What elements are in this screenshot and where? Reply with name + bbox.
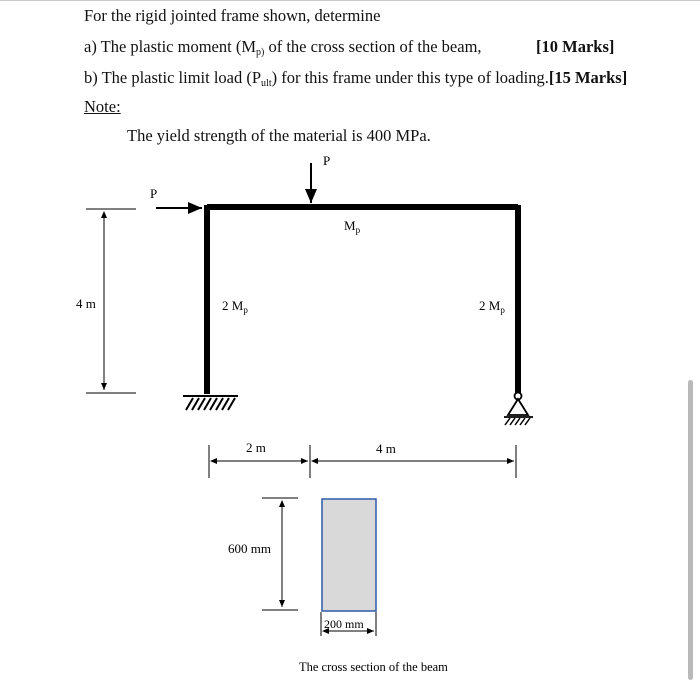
beam-cross-section [322, 499, 376, 611]
part-a-prefix: a) The plastic moment (M [84, 37, 256, 56]
height-dimension-label: 4 m [76, 296, 96, 311]
left-column-moment-label: 2 $M_p$ [222, 298, 248, 315]
section-width-label: 200 mm [324, 617, 364, 631]
load-side-label: P [150, 186, 158, 201]
fixed-support-icon [183, 396, 238, 410]
part-a-sub: p) [256, 47, 265, 58]
note-label: Note: [84, 97, 121, 116]
question-intro: For the rigid jointed frame shown, determine [84, 6, 381, 25]
span-right-label: 4 m [376, 441, 396, 456]
part-a-marks: [10 Marks] [536, 37, 615, 56]
span-left-label: 2 m [246, 440, 266, 455]
pin-support-icon [504, 393, 533, 426]
load-top-label: P [323, 153, 331, 168]
part-b-prefix: b) The plastic limit load (P [84, 68, 262, 87]
section-height-label: 600 mm [228, 541, 271, 556]
note-text: The yield strength of the material is 400 MPa. [127, 126, 431, 145]
part-a-suffix: of the cross section of the beam, [264, 37, 482, 56]
right-column-moment-label: 2 $M_p$ [479, 298, 505, 315]
part-b-marks: [15 Marks] [548, 68, 628, 87]
section-caption: The cross section of the beam [299, 660, 448, 674]
part-b-suffix: ) for this frame under this type of loading. [271, 68, 549, 87]
beam-moment-label: $M_p$ [344, 218, 361, 235]
scrollbar[interactable] [688, 380, 693, 680]
part-b-sub: ult [261, 78, 272, 89]
